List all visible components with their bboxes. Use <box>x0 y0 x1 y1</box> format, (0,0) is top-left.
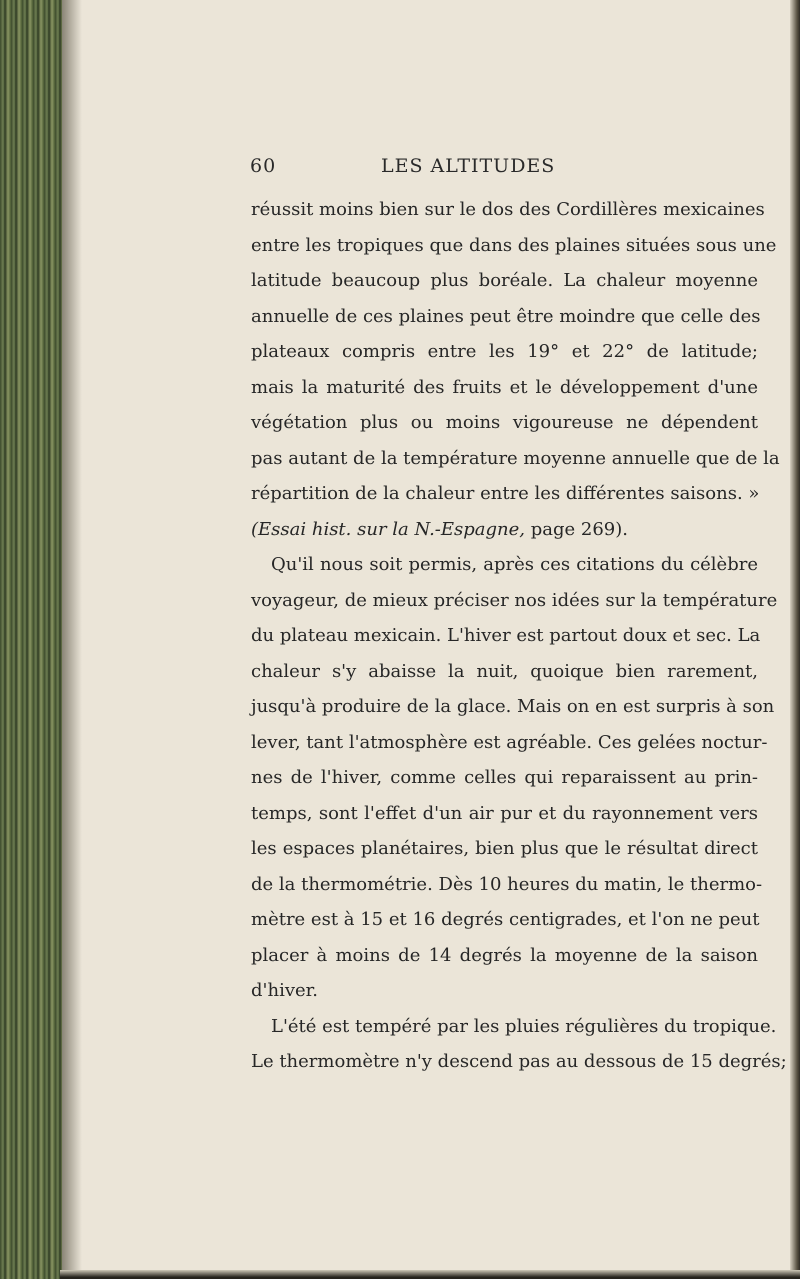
text-line: réussit moins bien sur le dos des Cordillères mexicaines <box>251 199 765 220</box>
gutter-shadow <box>62 0 82 1279</box>
text-line: de la thermométrie. Dès 10 heures du matin, le thermo- <box>251 873 763 895</box>
text-line: répartition de la chaleur entre les différentes saisons. » <box>251 483 760 504</box>
text-line: annuelle de ces plaines peut être moindre que celle des <box>251 305 761 327</box>
text-line: Qu'il nous soit permis, après ces citations du célèbre <box>271 554 758 575</box>
page-edge-right <box>790 0 800 1279</box>
book-binding <box>0 0 62 1279</box>
text-line: du plateau mexicain. L'hiver est partout doux et sec. La <box>251 625 761 646</box>
text-line: mètre est à 15 et 16 degrés centigrades, et l'on ne peut <box>251 909 760 930</box>
text-line: d'hiver. <box>251 980 318 1001</box>
text-line: jusqu'à produire de la glace. Mais on en est surpris à son <box>251 696 775 717</box>
citation-page: page 269). <box>525 518 628 540</box>
text-line: voyageur, de mieux préciser nos idées sur la température <box>251 589 778 611</box>
chapter-title: LES ALTITUDES <box>381 155 556 177</box>
text-line: mais la maturité des fruits et le développement d'une <box>251 376 758 398</box>
page-edge-bottom <box>60 1270 800 1279</box>
text-line: les espaces planétaires, bien plus que le résultat direct <box>251 838 758 859</box>
text-line: végétation plus ou moins vigoureuse ne dépendent <box>251 412 758 433</box>
text-line: Le thermomètre n'y descend pas au dessous de 15 degrés; <box>251 1051 787 1072</box>
page-number: 60 <box>250 155 277 177</box>
text-line: latitude beaucoup plus boréale. La chaleur moyenne <box>251 270 758 291</box>
text-line: chaleur s'y abaisse la nuit, quoique bien rarement, <box>251 660 758 682</box>
text-line: L'été est tempéré par les pluies régulières du tropique. <box>271 1015 777 1037</box>
text-line: pas autant de la température moyenne annuelle que de la <box>251 447 780 469</box>
body-text <box>251 192 787 1080</box>
text-line: lever, tant l'atmosphère est agréable. Ces gelées noctur- <box>251 731 768 753</box>
citation-line <box>251 512 758 548</box>
text-line: placer à moins de 14 degrés la moyenne de la saison <box>251 944 758 966</box>
text-line: temps, sont l'effet d'un air pur et du rayonnement vers <box>251 802 758 824</box>
text-line: nes de l'hiver, comme celles qui reparaissent au prin- <box>251 767 758 788</box>
citation-title: (Essai hist. sur la N.-Espagne, <box>251 518 525 540</box>
text-line: entre les tropiques que dans des plaines situées sous une <box>251 234 777 256</box>
text-line: plateaux compris entre les 19° et 22° de latitude; <box>251 341 758 362</box>
